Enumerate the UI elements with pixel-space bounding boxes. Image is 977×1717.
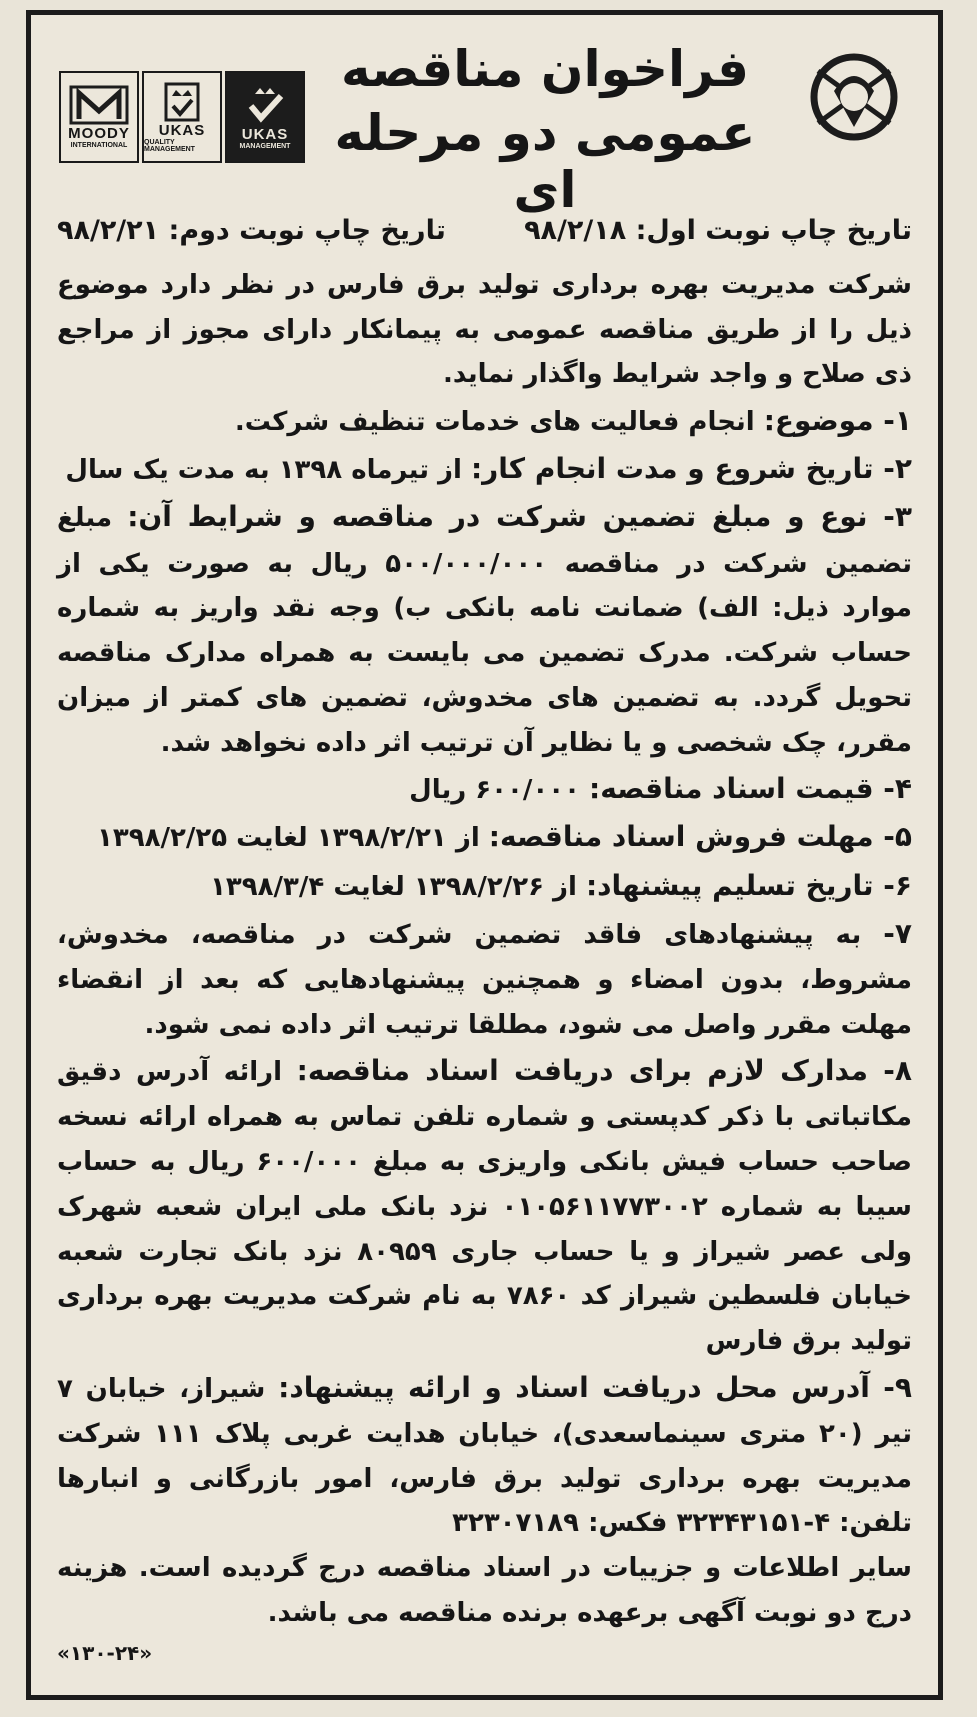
moody-logo-icon [59, 71, 139, 163]
ukas-mgmt-label: UKAS [241, 126, 289, 143]
item-2-heading: ۲- تاریخ شروع و مدت انجام کار: [470, 452, 912, 486]
item-6-heading: ۶- تاریخ تسلیم پیشنهاد: [585, 868, 912, 902]
item-7-text: به پیشنهادهای فاقد تضمین شرکت در مناقصه، مخدوش، مشروط، بدون امضاء و همچنین پیشنهادهایی که بعد از انقضاء مهلت مقرر واصل می شود، مطلقا ترتیب اثر داده نمی شود. [57, 919, 912, 1040]
item-4 [57, 765, 912, 813]
item-8-heading: ۸- مدارک لازم برای دریافت اسناد مناقصه: [296, 1054, 912, 1088]
notice-title [330, 41, 760, 220]
item-6-text: از ۱۳۹۸/۲/۲۶ لغایت ۱۳۹۸/۳/۴ [210, 871, 586, 902]
ukas-crown-icon [142, 71, 222, 163]
moody-sub-label: INTERNATIONAL [70, 142, 128, 149]
item-5 [57, 813, 912, 861]
ukas-sub-label: QUALITY MANAGEMENT [144, 138, 195, 153]
item-9-text: شیراز، خیابان ۷ تیر (۲۰ متری سینماسعدی)، خیابان هدایت غربی پلاک ۱۱۱ شرکت مدیریت بهره برداری تولید برق فارس، امور بازرگانی و انبارها تلفن: ۴-۳۲۳۴۳۱۵۱ فکس: ۳۲۳۰۷۱۸۹ [57, 1373, 912, 1539]
second-print-date: تاریخ چاپ نوبت دوم: ۹۸/۲/۲۱ [57, 215, 446, 246]
intro-paragraph: شرکت مدیریت بهره برداری تولید برق فارس در نظر دارد موضوع ذیل را از طریق مناقصه عمومی به پیمانکار دارای مجوز از مراجع ذی صلاح و واجد شرایط واگذار نماید. [57, 270, 912, 390]
item-9-heading: ۹- آدرس محل دریافت اسناد و ارائه پیشنهاد: [278, 1370, 912, 1404]
moody-label: MOODY [68, 125, 130, 142]
company-emblem-icon [798, 41, 910, 153]
item-2 [57, 445, 912, 493]
item-9 [57, 1364, 912, 1546]
item-2-text: از تیرماه ۱۳۹۸ به مدت یک سال [65, 455, 471, 486]
ukas-check-icon [225, 71, 305, 163]
print-dates [57, 215, 912, 246]
notice-body [57, 263, 912, 1670]
ukas-mgmt-sub-label: MANAGEMENT [239, 143, 291, 150]
item-1-heading: ۱- موضوع: [763, 404, 912, 438]
item-3-text: مبلغ تضمین شرکت در مناقصه ۵۰۰/۰۰۰/۰۰۰ ریال به صورت یکی از موارد ذیل: الف) ضمانت نامه بانکی ب) وجه نقد واریز به شماره حساب شرکت. مدرک تضمین می بایست به همراه مدارک مناقصه تحویل گردد. به تضمین های مخدوش، تضمین های کمتر از میزان مقرر، چک شخصی و یا نظایر آن ترتیب اثر داده نخواهد شد. [57, 503, 912, 758]
item-7-heading: ۷- [883, 916, 912, 950]
item-8-text: ارائه آدرس دقیق مکاتباتی با ذکر کدپستی و شماره تلفن تماس به همراه ارائه نسخه صاحب حساب فیش بانکی واریزی به مبلغ ۶۰۰/۰۰۰ ریال به حساب سیبا به شماره ۰۱۰۵۶۱۱۷۷۳۰۰۲ نزد بانک ملی ایران شعبه شهرک ولی عصر شیراز و یا حساب جاری ۸۰۹۵۹ نزد بانک تجارت شعبه خیابان فلسطین شیراز کد ۷۸۶۰ به نام شرکت مدیریت بهره برداری تولید برق فارس [57, 1057, 912, 1357]
item-8 [57, 1047, 912, 1363]
reference-line [57, 1636, 912, 1670]
item-3-heading: ۳- نوع و مبلغ تضمین شرکت در مناقصه و شرایط آن: [127, 500, 912, 534]
title-line-2: عمومی دو مرحله ای [334, 103, 756, 219]
item-4-text: ۶۰۰/۰۰۰ ریال [409, 775, 590, 806]
item-4-heading: ۴- قیمت اسناد مناقصه: [589, 772, 912, 806]
certification-logos [59, 71, 305, 163]
item-6 [57, 862, 912, 910]
item-3 [57, 493, 912, 765]
reference-code: «۱۳۰-۲۴» [57, 1640, 153, 1665]
tender-notice [26, 10, 943, 1700]
item-7 [57, 910, 912, 1048]
closing-paragraph: سایر اطلاعات و جزییات در اسناد مناقصه درج گردیده است. هزینه درج دو نوبت آگهی برعهده برنده مناقصه می باشد. [57, 1553, 912, 1628]
item-5-text: از ۱۳۹۸/۲/۲۱ لغایت ۱۳۹۸/۲/۲۵ [97, 823, 489, 854]
item-1-text: انجام فعالیت های خدمات تنظیف شرکت. [234, 407, 764, 438]
title-line-1: فراخوان مناقصه [340, 40, 750, 98]
notice-header [49, 33, 920, 219]
first-print-date: تاریخ چاپ نوبت اول: ۹۸/۲/۱۸ [524, 215, 912, 246]
item-1 [57, 397, 912, 445]
item-5-heading: ۵- مهلت فروش اسناد مناقصه: [488, 820, 912, 854]
ukas-label: UKAS [158, 121, 206, 139]
